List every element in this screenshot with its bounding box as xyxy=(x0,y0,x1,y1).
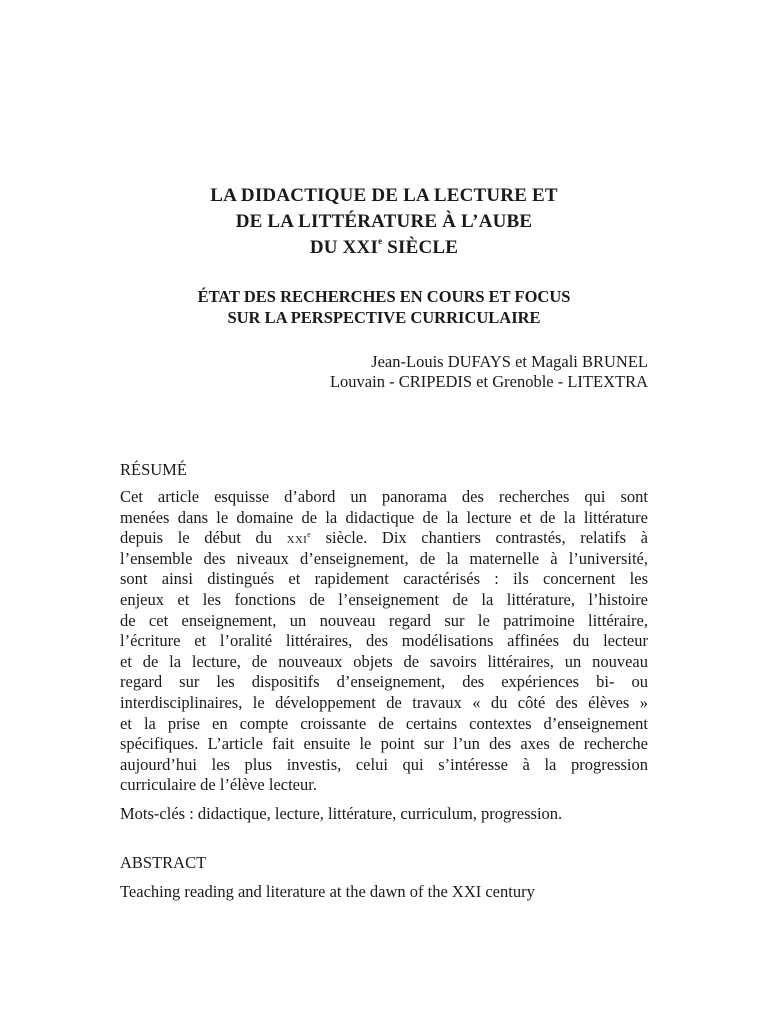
resume-line-century xyxy=(120,528,648,549)
title-line-1: LA DIDACTIQUE DE LA LECTURE ET xyxy=(210,185,558,206)
resume-line: l’écriture et l’oralité littéraires, des modélisations affinées du lecteur xyxy=(120,631,648,651)
century-small-caps xyxy=(286,530,311,547)
resume-last-line: curriculaire de l’élève lecteur. xyxy=(120,775,317,795)
resume-line: l’ensemble des niveaux d’enseignement, de la maternelle à l’université, xyxy=(120,548,648,568)
keywords: Mots-clés : didactique, lecture, littérature, curriculum, progression. xyxy=(120,804,563,823)
subtitle-line-1: ÉTAT DES RECHERCHES EN COURS ET FOCUS xyxy=(197,287,571,306)
resume-line-3-prefix: depuis le début du xyxy=(120,528,287,548)
author-affiliations: Louvain - CRIPEDIS et Grenoble - LITEXTRA xyxy=(329,372,648,391)
resume-line-3-suffix: siècle. Dix chantiers contrastés, relatifs à xyxy=(310,528,648,548)
resume-line: spécifiques. L’article fait ensuite le point sur l’un des axes de recherche xyxy=(120,734,648,754)
resume-line: et de la lecture, de nouveaux objets de savoirs littéraires, un nouveau xyxy=(120,651,648,671)
resume-line: interdisciplinaires, le développement de travaux « du côté des élèves » xyxy=(120,692,648,712)
resume-paragraph xyxy=(120,487,648,796)
resume-line: aujourd’hui les plus investis, celui qui s’intéresse à la progression xyxy=(120,754,648,774)
subtitle-line-2: SUR LA PERSPECTIVE CURRICULAIRE xyxy=(227,308,541,327)
resume-line: et la prise en compte croissante de certains contextes d’enseignement xyxy=(120,713,648,733)
resume-heading: RÉSUMÉ xyxy=(120,460,187,479)
resume-line: regard sur les dispositifs d’enseignement, des expériences bi- ou xyxy=(120,672,648,692)
title-line-3-suffix: SIÈCLE xyxy=(382,237,459,258)
century-superscript: e xyxy=(307,530,311,540)
author-block xyxy=(330,352,648,392)
title-century-superscript: e xyxy=(378,236,383,246)
resume-line: sont ainsi distingués et rapidement caractérisés : ils concernent les xyxy=(120,569,648,589)
resume-line: enjeux et les fonctions de l’enseignement de la littérature, l’histoire xyxy=(120,589,648,609)
abstract-heading: ABSTRACT xyxy=(120,853,207,872)
resume-line: de cet enseignement, un nouveau regard sur le patrimoine littéraire, xyxy=(120,610,648,630)
title-line-3-prefix: DU XXI xyxy=(309,237,379,258)
century-numeral: XXI xyxy=(286,534,308,547)
article-title xyxy=(120,183,648,261)
article-subtitle xyxy=(120,286,648,328)
title-line-2: DE LA LITTÉRATURE À L’AUBE xyxy=(235,211,533,232)
resume-line: menées dans le domaine de la didactique de la lecture et de la littérature xyxy=(120,507,648,527)
author-names: Jean-Louis DUFAYS et Magali BRUNEL xyxy=(371,352,648,371)
resume-line: Cet article esquisse d’abord un panorama des recherches qui sont xyxy=(120,487,648,506)
abstract-title: Teaching reading and literature at the dawn of the XXI century xyxy=(120,882,535,901)
title-line-3 xyxy=(120,235,648,261)
